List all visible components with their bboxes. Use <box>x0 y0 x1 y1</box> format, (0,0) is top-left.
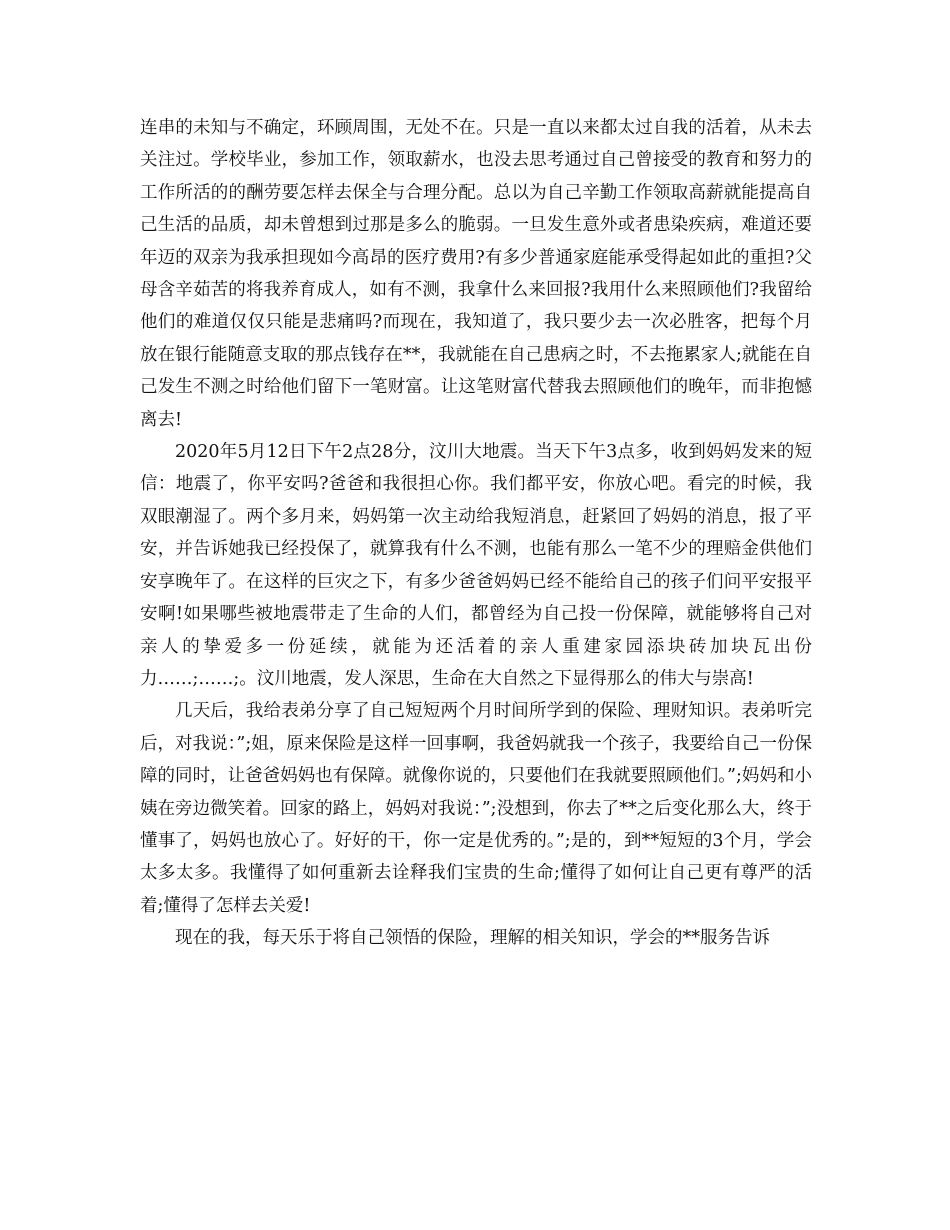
paragraph-1: 连串的未知与不确定，环顾周围，无处不在。只是一直以来都太过自我的活着，从未去关注过。学校毕业，参加工作，领取薪水，也没去思考通过自己曾接受的教育和努力的工作所活的的酬劳要怎样去保全与合理分配。总以为自己辛勤工作领取高薪就能提高自己生活的品质，却未曾想到过那是多么的脆弱。一旦发生意外或者患染疾病，难道还要年迈的双亲为我承担现如今高昂的医疗费用?有多少普通家庭能承受得起如此的重担?父母含辛茹苦的将我养育成人，如有不测，我拿什么来回报?我用什么来照顾他们?我留给他们的难道仅仅只能是悲痛吗?而现在，我知道了，我只要少去一次必胜客，把每个月放在银行能随意支取的那点钱存在**，我就能在自己患病之时，不去拖累家人;就能在自己发生不测之时给他们留下一笔财富。让这笔财富代替我去照顾他们的晚年，而非抱憾离去! <box>140 118 812 430</box>
paragraph-4: 现在的我，每天乐于将自己领悟的保险，理解的相关知识，学会的**服务告诉 <box>175 928 770 949</box>
document-page <box>140 112 812 955</box>
paragraph-2: 2020年5月12日下午2点28分，汶川大地震。当天下午3点多，收到妈妈发来的短信：地震了，你平安吗?爸爸和我很担心你。我们都平安，你放心吧。看完的时候，我双眼潮湿了。两个多月来，妈妈第一次主动给我短消息，赶紧回了妈妈的消息，报了平安，并告诉她我已经投保了，就算我有什么不测，也能有那么一笔不少的理赔金供他们安享晚年了。在这样的巨灾之下，有多少爸爸妈妈已经不能给自己的孩子们问平安报平安啊!如果哪些被地震带走了生命的人们，都曾经为自己投一份保障，就能够将自己对亲人的挚爱多一份延续，就能为还活着的亲人重建家园添块砖加块瓦出份力……;……;。汶川地震，发人深思，生命在大自然之下显得那么的伟大与崇高! <box>140 442 812 689</box>
paragraph-3: 几天后，我给表弟分享了自己短短两个月时间所学到的保险、理财知识。表弟听完后，对我说：”;姐，原来保险是这样一回事啊，我爸妈就我一个孩子，我要给自己一份保障的同时，让爸爸妈妈也有保障。就像你说的，只要他们在我就要照顾他们。”;妈妈和小姨在旁边微笑着。回家的路上，妈妈对我说：”;没想到，你去了**之后变化那么大，终于懂事了，妈妈也放心了。好好的干，你一定是优秀的。”;是的，到**短短的3个月，学会太多太多。我懂得了如何重新去诠释我们宝贵的生命;懂得了如何让自己更有尊严的活着;懂得了怎样去关爱! <box>140 701 812 916</box>
